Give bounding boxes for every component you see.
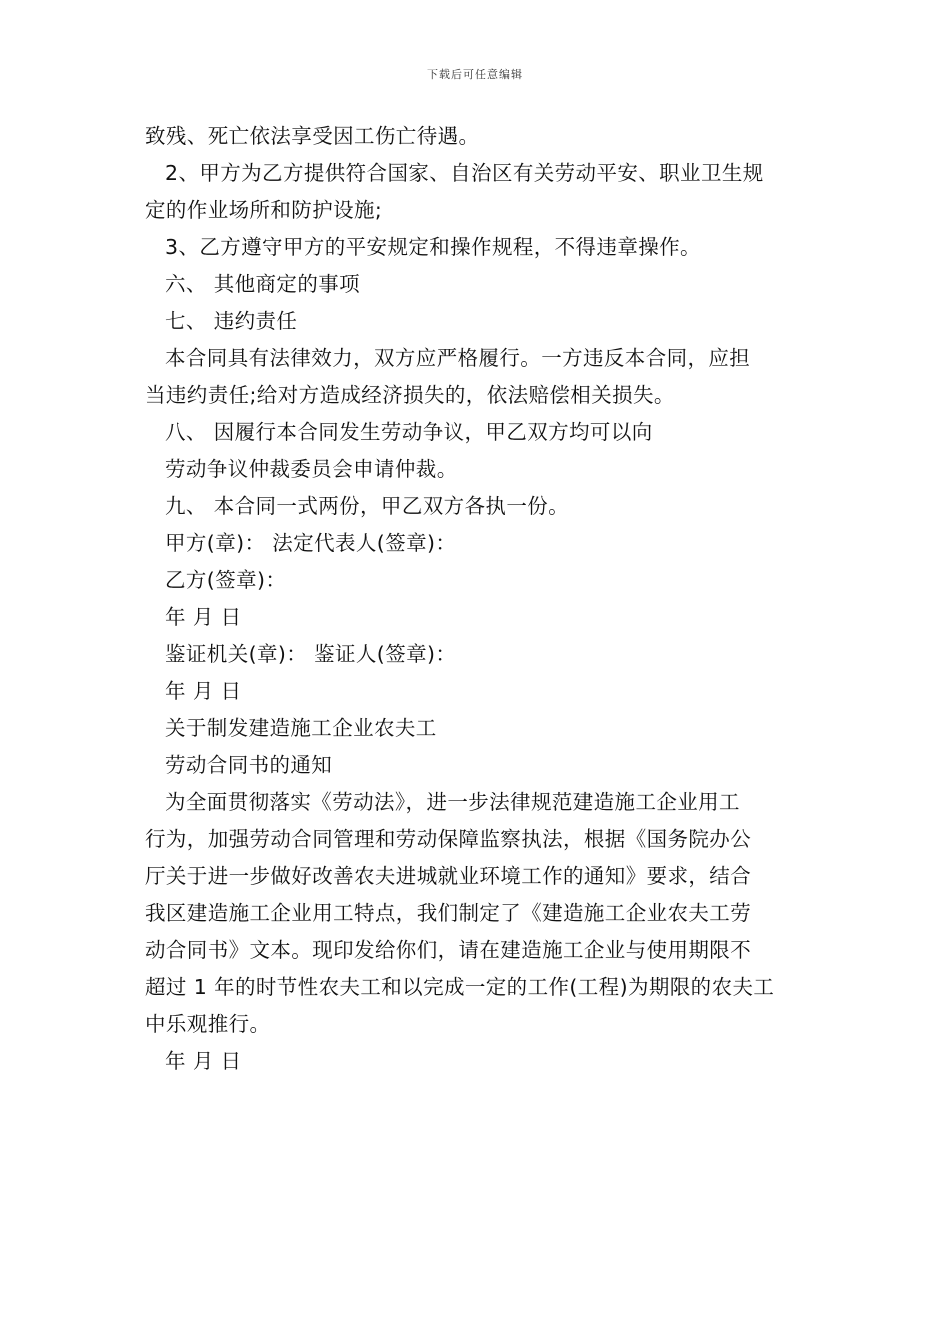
section-heading: 八、 因履行本合同发生劳动争议，甲乙双方均可以向: [165, 420, 653, 444]
text-line: 本合同具有法律效力，双方应严格履行。一方违反本合同，应担: [165, 346, 751, 370]
notice-title: 劳动合同书的通知: [165, 753, 333, 777]
text-line: 劳动争议仲裁委员会申请仲裁。: [165, 457, 458, 481]
signature-line: 鉴证机关(章)： 鉴证人(签章)：: [165, 642, 457, 666]
section-heading: 六、 其他商定的事项: [165, 272, 361, 296]
date-line: 年 月 日: [165, 1049, 242, 1073]
text-line: 我区建造施工企业用工特点，我们制定了《建造施工企业农夫工劳: [145, 901, 752, 925]
text-line: 动合同书》文本。现印发给你们，请在建造施工企业与使用期限不: [145, 938, 752, 962]
text-line: 致残、死亡依法享受因工伤亡待遇。: [145, 124, 480, 148]
page-header-note: 下载后可任意编辑: [427, 68, 523, 81]
section-heading: 九、 本合同一式两份，甲乙双方各执一份。: [165, 494, 570, 518]
text-line: 定的作业场所和防护设施;: [145, 198, 383, 222]
document-body: [145, 118, 805, 1080]
text-line: 为全面贯彻落实《劳动法》，进一步法律规范建造施工企业用工: [165, 790, 740, 814]
date-line: 年 月 日: [165, 679, 242, 703]
signature-line: 甲方(章)： 法定代表人(签章)：: [165, 531, 457, 555]
text-line: 2、甲方为乙方提供符合国家、自治区有关劳动平安、职业卫生规: [165, 161, 764, 185]
text-line: 3、乙方遵守甲方的平安规定和操作规程，不得违章操作。: [165, 235, 701, 259]
text-line: 当违约责任;给对方造成经济损失的，依法赔偿相关损失。: [145, 383, 675, 407]
text-line: 厅关于进一步做好改善农夫进城就业环境工作的通知》要求，结合: [145, 864, 752, 888]
text-line: 中乐观推行。: [145, 1012, 271, 1036]
text-line: 超过 1 年的时节性农夫工和以完成一定的工作(工程)为期限的农夫工: [145, 975, 775, 999]
text-line: 行为，加强劳动合同管理和劳动保障监察执法，根据《国务院办公: [145, 827, 752, 851]
signature-line: 乙方(签章)：: [165, 568, 287, 592]
notice-title: 关于制发建造施工企业农夫工: [165, 716, 437, 740]
section-heading: 七、 违约责任: [165, 309, 298, 333]
date-line: 年 月 日: [165, 605, 242, 629]
